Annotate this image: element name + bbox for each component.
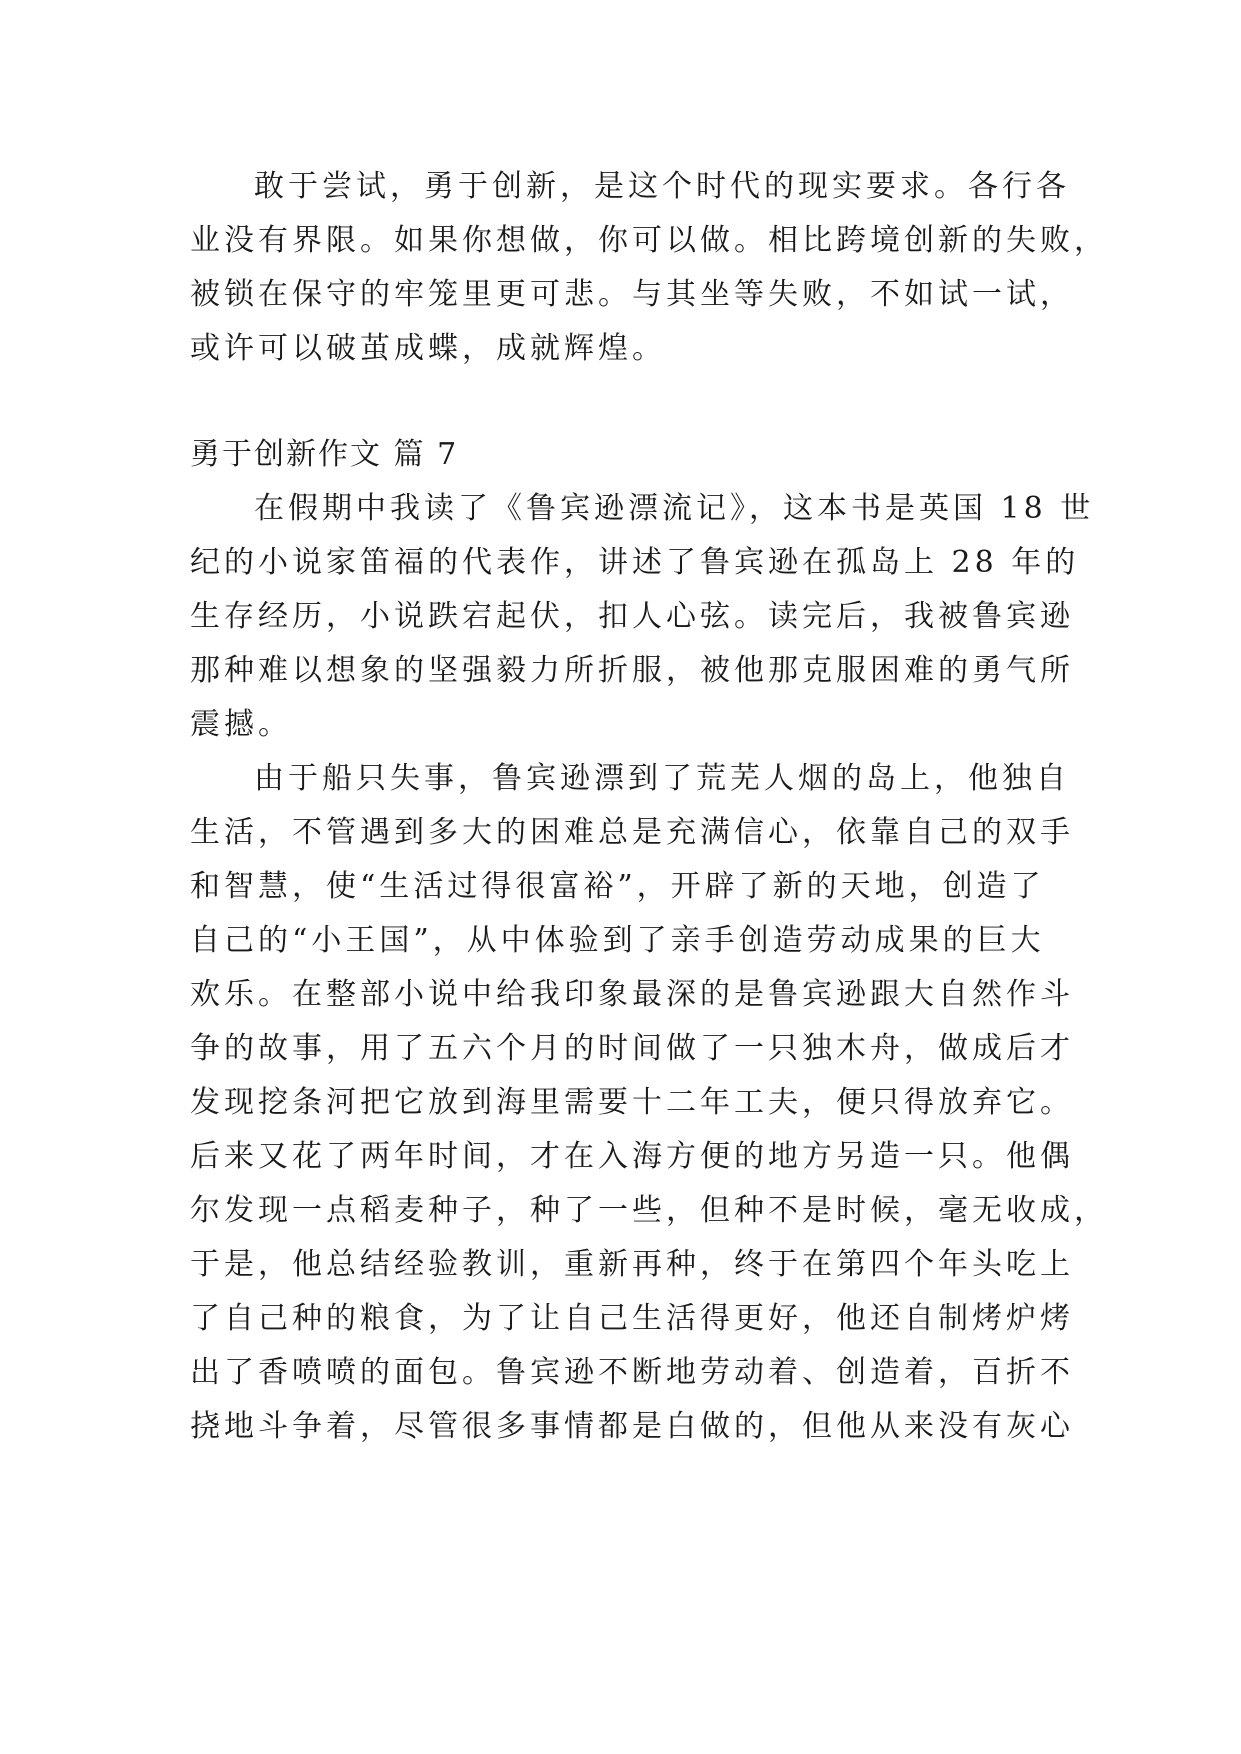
text-line: 业没有界限。如果你想做，你可以做。相比跨境创新的失败，: [190, 223, 1108, 258]
text-line: 或许可以破茧成蝶，成就辉煌。: [190, 331, 666, 366]
text-line: 后来又花了两年时间，才在入海方便的地方另造一只。他偶: [190, 1139, 1074, 1174]
text-line: 震撼。: [190, 707, 292, 742]
text-line: 敢于尝试，勇于创新，是这个时代的现实要求。各行各: [254, 169, 1070, 204]
text-line: 发现挖条河把它放到海里需要十二年工夫，便只得放弃它。: [190, 1085, 1074, 1120]
text-line: 于是，他总结经验教训，重新再种，终于在第四个年头吃上: [190, 1247, 1074, 1282]
paragraph-gap: [190, 376, 1050, 428]
section-heading: 勇于创新作文 篇 7: [190, 437, 459, 472]
text-line: 被锁在保守的牢笼里更可悲。与其坐等失败，不如试一试，: [190, 277, 1074, 312]
text-line: 尔发现一点稻麦种子，种了一些，但种不是时候，毫无收成，: [190, 1193, 1108, 1228]
paragraph: [190, 482, 1095, 752]
text-line: 纪的小说家笛福的代表作，讲述了鲁宾逊在孤岛上 28 年的: [190, 545, 1080, 580]
text-line: 了自己种的粮食，为了让自己生活得更好，他还自制烤炉烤: [190, 1301, 1074, 1336]
text-line: 在假期中我读了《鲁宾逊漂流记》，这本书是英国 18 世: [254, 491, 1095, 526]
text-line: 生活，不管遇到多大的困难总是充满信心，依靠自己的双手: [190, 815, 1074, 850]
text-line: 由于船只失事，鲁宾逊漂到了荒芜人烟的岛上，他独自: [254, 761, 1070, 796]
text-line: 那种难以想象的坚强毅力所折服，被他那克服困难的勇气所: [190, 653, 1074, 688]
document-page: [190, 160, 1108, 1454]
text-line: 和智慧，使“生活过得很富裕”，开辟了新的天地，创造了: [190, 869, 1045, 904]
text-line: 自己的“小王国”，从中体验到了亲手创造劳动成果的巨大: [190, 923, 1045, 958]
text-line: 欢乐。在整部小说中给我印象最深的是鲁宾逊跟大自然作斗: [190, 977, 1074, 1012]
text-line: 生存经历，小说跌宕起伏，扣人心弦。读完后，我被鲁宾逊: [190, 599, 1074, 634]
text-line: 挠地斗争着，尽管很多事情都是白做的，但他从来没有灰心: [190, 1409, 1074, 1444]
paragraph: [190, 160, 1108, 376]
paragraph: [190, 752, 1108, 1454]
text-line: 出了香喷喷的面包。鲁宾逊不断地劳动着、创造着，百折不: [190, 1355, 1074, 1390]
text-line: 争的故事，用了五六个月的时间做了一只独木舟，做成后才: [190, 1031, 1074, 1066]
